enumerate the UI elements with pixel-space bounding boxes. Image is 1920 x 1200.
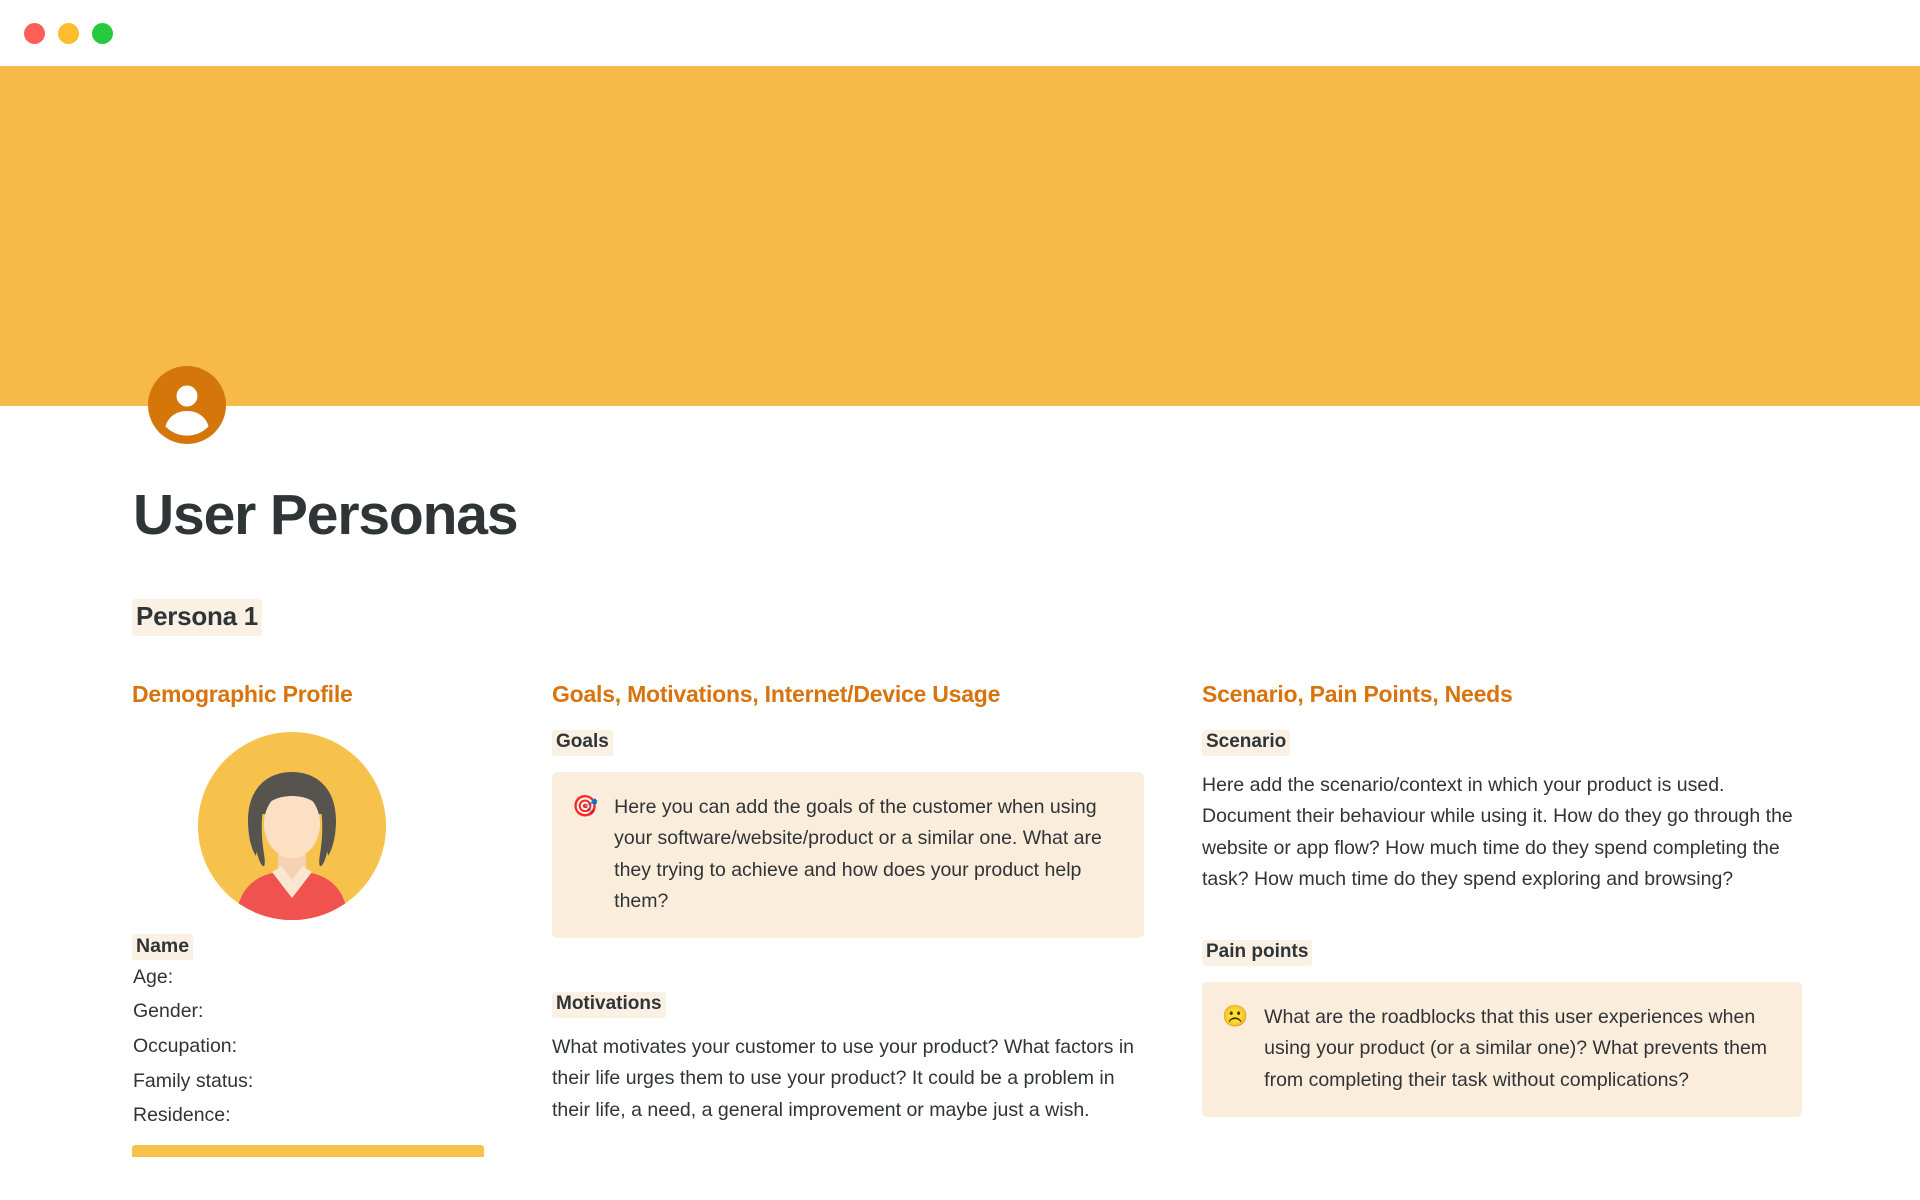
page-cover[interactable] — [0, 66, 1920, 406]
page-title[interactable]: User Personas — [133, 483, 518, 547]
person-avatar-icon[interactable] — [148, 366, 226, 444]
motivations-label-row — [552, 972, 1202, 1018]
minimize-window-button[interactable] — [58, 23, 79, 44]
close-window-button[interactable] — [24, 23, 45, 44]
demographic-fields — [132, 934, 552, 1158]
page-icon-wrapper[interactable] — [148, 366, 226, 444]
demographic-field-residence[interactable]: Residence: — [133, 1104, 231, 1127]
goals-label-row — [552, 710, 1202, 756]
pain-points-label[interactable]: Pain points — [1202, 940, 1312, 966]
demographic-field-gender[interactable]: Gender: — [133, 1000, 204, 1023]
demographic-name-label[interactable]: Name — [132, 934, 193, 960]
pain-points-callout[interactable] — [1202, 982, 1802, 1117]
persona-heading-row — [132, 547, 1788, 636]
motivations-text[interactable]: What motivates your customer to use your product? What factors in their life urges them to use your product? It could be a problem in their life, a need, a general improvement or maybe just a wish. — [552, 1035, 1134, 1122]
scenario-text[interactable]: Here add the scenario/context in which your product is used. Document their behaviour while using it. How do they go through the website or app flow? How much time do they spend completing the task? How much time do they spend exploring and browsing? — [1202, 773, 1793, 891]
traffic-lights — [24, 23, 113, 44]
motivations-label[interactable]: Motivations — [552, 992, 666, 1018]
woman-illustration-avatar — [198, 732, 386, 920]
frowning-face-icon: ☹️ — [1222, 1004, 1249, 1028]
persona-columns — [132, 680, 1793, 1157]
page-content — [0, 484, 1920, 1157]
goals-callout[interactable] — [552, 772, 1144, 938]
demographic-field-family-status[interactable]: Family status: — [133, 1069, 254, 1092]
goals-callout-text: Here you can add the goals of the customer when using your software/website/product or a similar one. What are they trying to achieve and how does your product help them? — [614, 795, 1102, 913]
goals-column-title[interactable]: Goals, Motivations, Internet/Device Usage — [552, 680, 1001, 707]
demographic-profile-title[interactable]: Demographic Profile — [132, 680, 353, 707]
scenario-column-title[interactable]: Scenario, Pain Points, Needs — [1202, 680, 1513, 707]
target-icon: 🎯 — [572, 794, 599, 818]
demographic-highlight-strip — [132, 1145, 484, 1157]
demographic-field-age[interactable]: Age: — [133, 965, 174, 988]
scenario-label-row — [1202, 710, 1822, 756]
scenario-label[interactable]: Scenario — [1202, 730, 1290, 756]
spacer — [552, 938, 1202, 972]
column-demographic-profile — [132, 680, 552, 1157]
window-title-bar — [0, 0, 1920, 66]
demographic-name-row — [132, 934, 552, 960]
persona-section-heading[interactable]: Persona 1 — [132, 599, 262, 636]
pain-points-label-row — [1202, 920, 1822, 966]
pain-points-callout-text: What are the roadblocks that this user experiences when using your product (or a similar one)? What prevents them from completing their task without complications? — [1264, 1005, 1768, 1092]
spacer — [1202, 896, 1822, 920]
column-scenario-pain-points — [1202, 680, 1822, 1157]
demographic-field-occupation[interactable]: Occupation: — [133, 1034, 238, 1057]
goals-label[interactable]: Goals — [552, 730, 613, 756]
column-goals-motivations — [552, 680, 1202, 1157]
maximize-window-button[interactable] — [92, 23, 113, 44]
